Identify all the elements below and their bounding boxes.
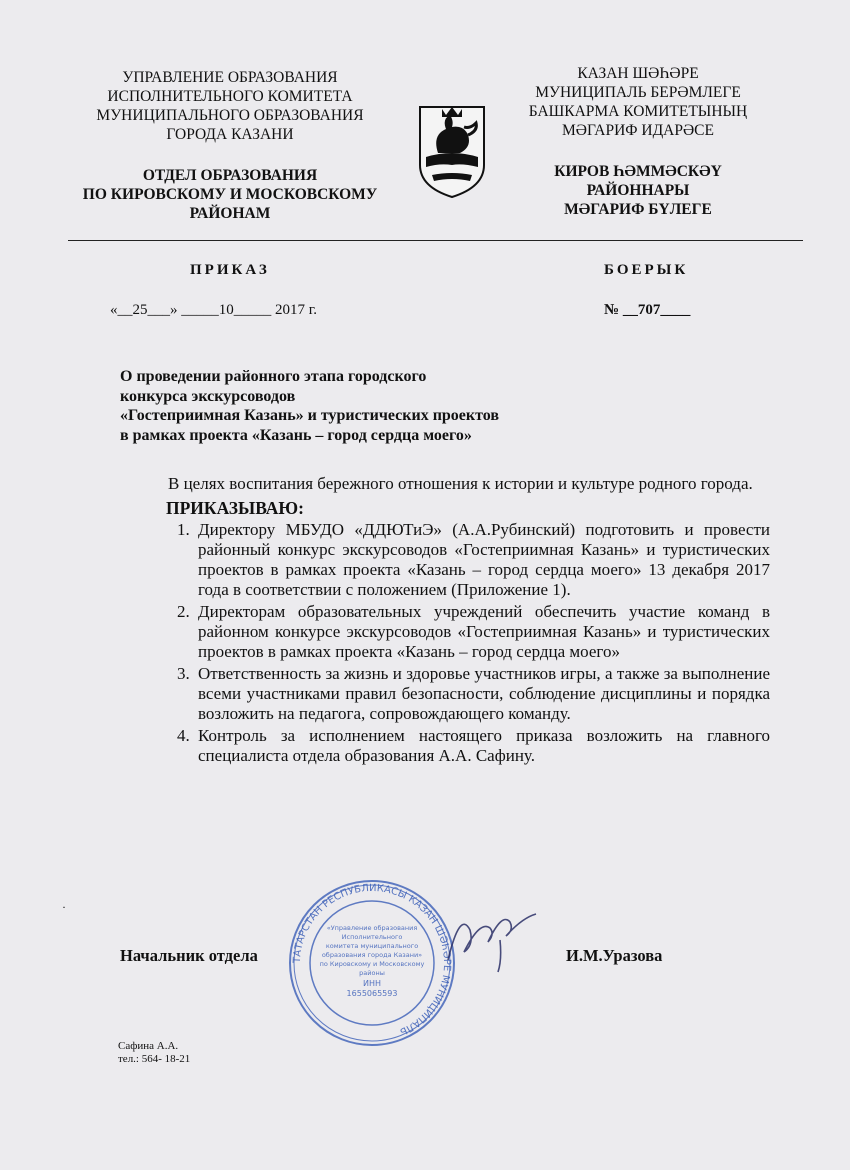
order-word: ПРИКАЗЫВАЮ:: [166, 498, 304, 518]
stamp-inner-line: «Управление образования: [326, 924, 418, 932]
subject-line: конкурса экскурсоводов: [120, 387, 296, 405]
stray-mark: ·: [62, 900, 66, 914]
doc-date: «__25___» _____10_____ 2017 г.: [110, 302, 317, 318]
official-stamp: [287, 878, 457, 1048]
header-left-line: МУНИЦИПАЛЬНОГО ОБРАЗОВАНИЯ: [96, 107, 364, 124]
doc-body: [118, 474, 770, 768]
header-left: [60, 68, 400, 223]
stamp-inner-line: образования города Казани»: [321, 951, 423, 959]
header-right-line: КАЗАН ШӘҺӘРЕ: [577, 65, 699, 82]
doc-subject: [120, 367, 640, 445]
footer-contact: [118, 1040, 190, 1066]
footer-author: Сафина А.А.: [118, 1040, 179, 1052]
header-left-bold-line: РАЙОНАМ: [189, 205, 271, 222]
stamp-inner-line: комитета муниципального: [325, 942, 419, 950]
header-right-bold-line: МӘГАРИФ БҮЛЕГЕ: [564, 201, 712, 218]
doc-title-ru: ПРИКАЗ: [190, 262, 270, 278]
header-left-line: ИСПОЛНИТЕЛЬНОГО КОМИТЕТА: [107, 88, 353, 105]
stamp-inner-line: районы: [359, 969, 385, 977]
stamp-outer-text: ТАТАРСТАН РЕСПУБЛИКАСЫ КАЗАН ШӘҺӘРЕ МУНИЦИПАЛЬ: [291, 882, 453, 1038]
header-left-dept: [60, 166, 400, 223]
subject-line: «Гостеприимная Казань» и туристических проектов: [120, 407, 500, 424]
header-divider: [68, 240, 803, 241]
handwritten-signature: [440, 900, 550, 975]
signatory-name: И.М.Уразова: [566, 946, 663, 965]
stamp-inn-label: ИНН: [362, 979, 382, 988]
stamp-inner-line: по Кировскому и Московскому: [319, 960, 425, 968]
header-left-line: ГОРОДА КАЗАНИ: [166, 126, 294, 143]
order-items: [118, 520, 770, 766]
stamp-inner-line: Исполнительного: [341, 933, 403, 941]
order-item: 3. Ответственность за жизнь и здоровье участников игры, а также за выполнение всеми участниками правил безопасности, соблюдение дисциплины и порядка возложить на педагога, сопровождающего команду.: [194, 664, 770, 724]
header-left-bold-line: ПО КИРОВСКОМУ И МОСКОВСКОМУ: [82, 186, 378, 203]
header-left-bold-line: ОТДЕЛ ОБРАЗОВАНИЯ: [142, 167, 318, 184]
header-right-bold-line: РАЙОННАРЫ: [586, 182, 690, 199]
header-right-dept: [488, 162, 788, 219]
doc-number: № __707____: [604, 302, 691, 318]
subject-line: в рамках проекта «Казань – город сердца моего»: [120, 426, 472, 444]
header-right-line: МӘГАРИФ ИДАРӘСЕ: [562, 122, 714, 139]
header-right: [488, 64, 788, 219]
header-right-line: МУНИЦИПАЛЬ БЕРӘМЛЕГЕ: [535, 84, 741, 101]
doc-title-tt: БОЕРЫК: [604, 262, 689, 278]
signatory-position: Начальник отдела: [120, 946, 258, 965]
stamp-inn-value: 1655065593: [346, 989, 398, 998]
body-intro: В целях воспитания бережного отношения к истории и культуре родного города.: [168, 474, 753, 493]
subject-line: О проведении районного этапа городского: [120, 368, 427, 385]
order-item: 2. Директорам образовательных учреждений обеспечить участие команд в районном конкурсе экскурсоводов «Гостеприимная Казань» и туристических проектов в рамках проекта «Казань – город сердца моего»: [194, 602, 770, 662]
footer-phone: тел.: 564- 18-21: [118, 1053, 191, 1065]
kazan-coat-of-arms-icon: [412, 95, 492, 200]
header-right-bold-line: КИРОВ ҺӘММӘСКӘҮ: [554, 163, 722, 180]
header-right-line: БАШКАРМА КОМИТЕТЫНЫҢ: [528, 103, 748, 120]
order-item: 1. Директору МБУДО «ДДЮТиЭ» (А.А.Рубинский) подготовить и провести районный конкурс экскурсоводов «Гостеприимная Казань» и туристических проектов в рамках проекта «Казань – город сердца моего» 13 декабря 2017 года в соответствии с положением (Приложение 1).: [194, 520, 770, 600]
header-left-line: УПРАВЛЕНИЕ ОБРАЗОВАНИЯ: [122, 69, 338, 86]
order-item: 4. Контроль за исполнением настоящего приказа возложить на главного специалиста отдела образования А.А. Сафину.: [194, 726, 770, 766]
